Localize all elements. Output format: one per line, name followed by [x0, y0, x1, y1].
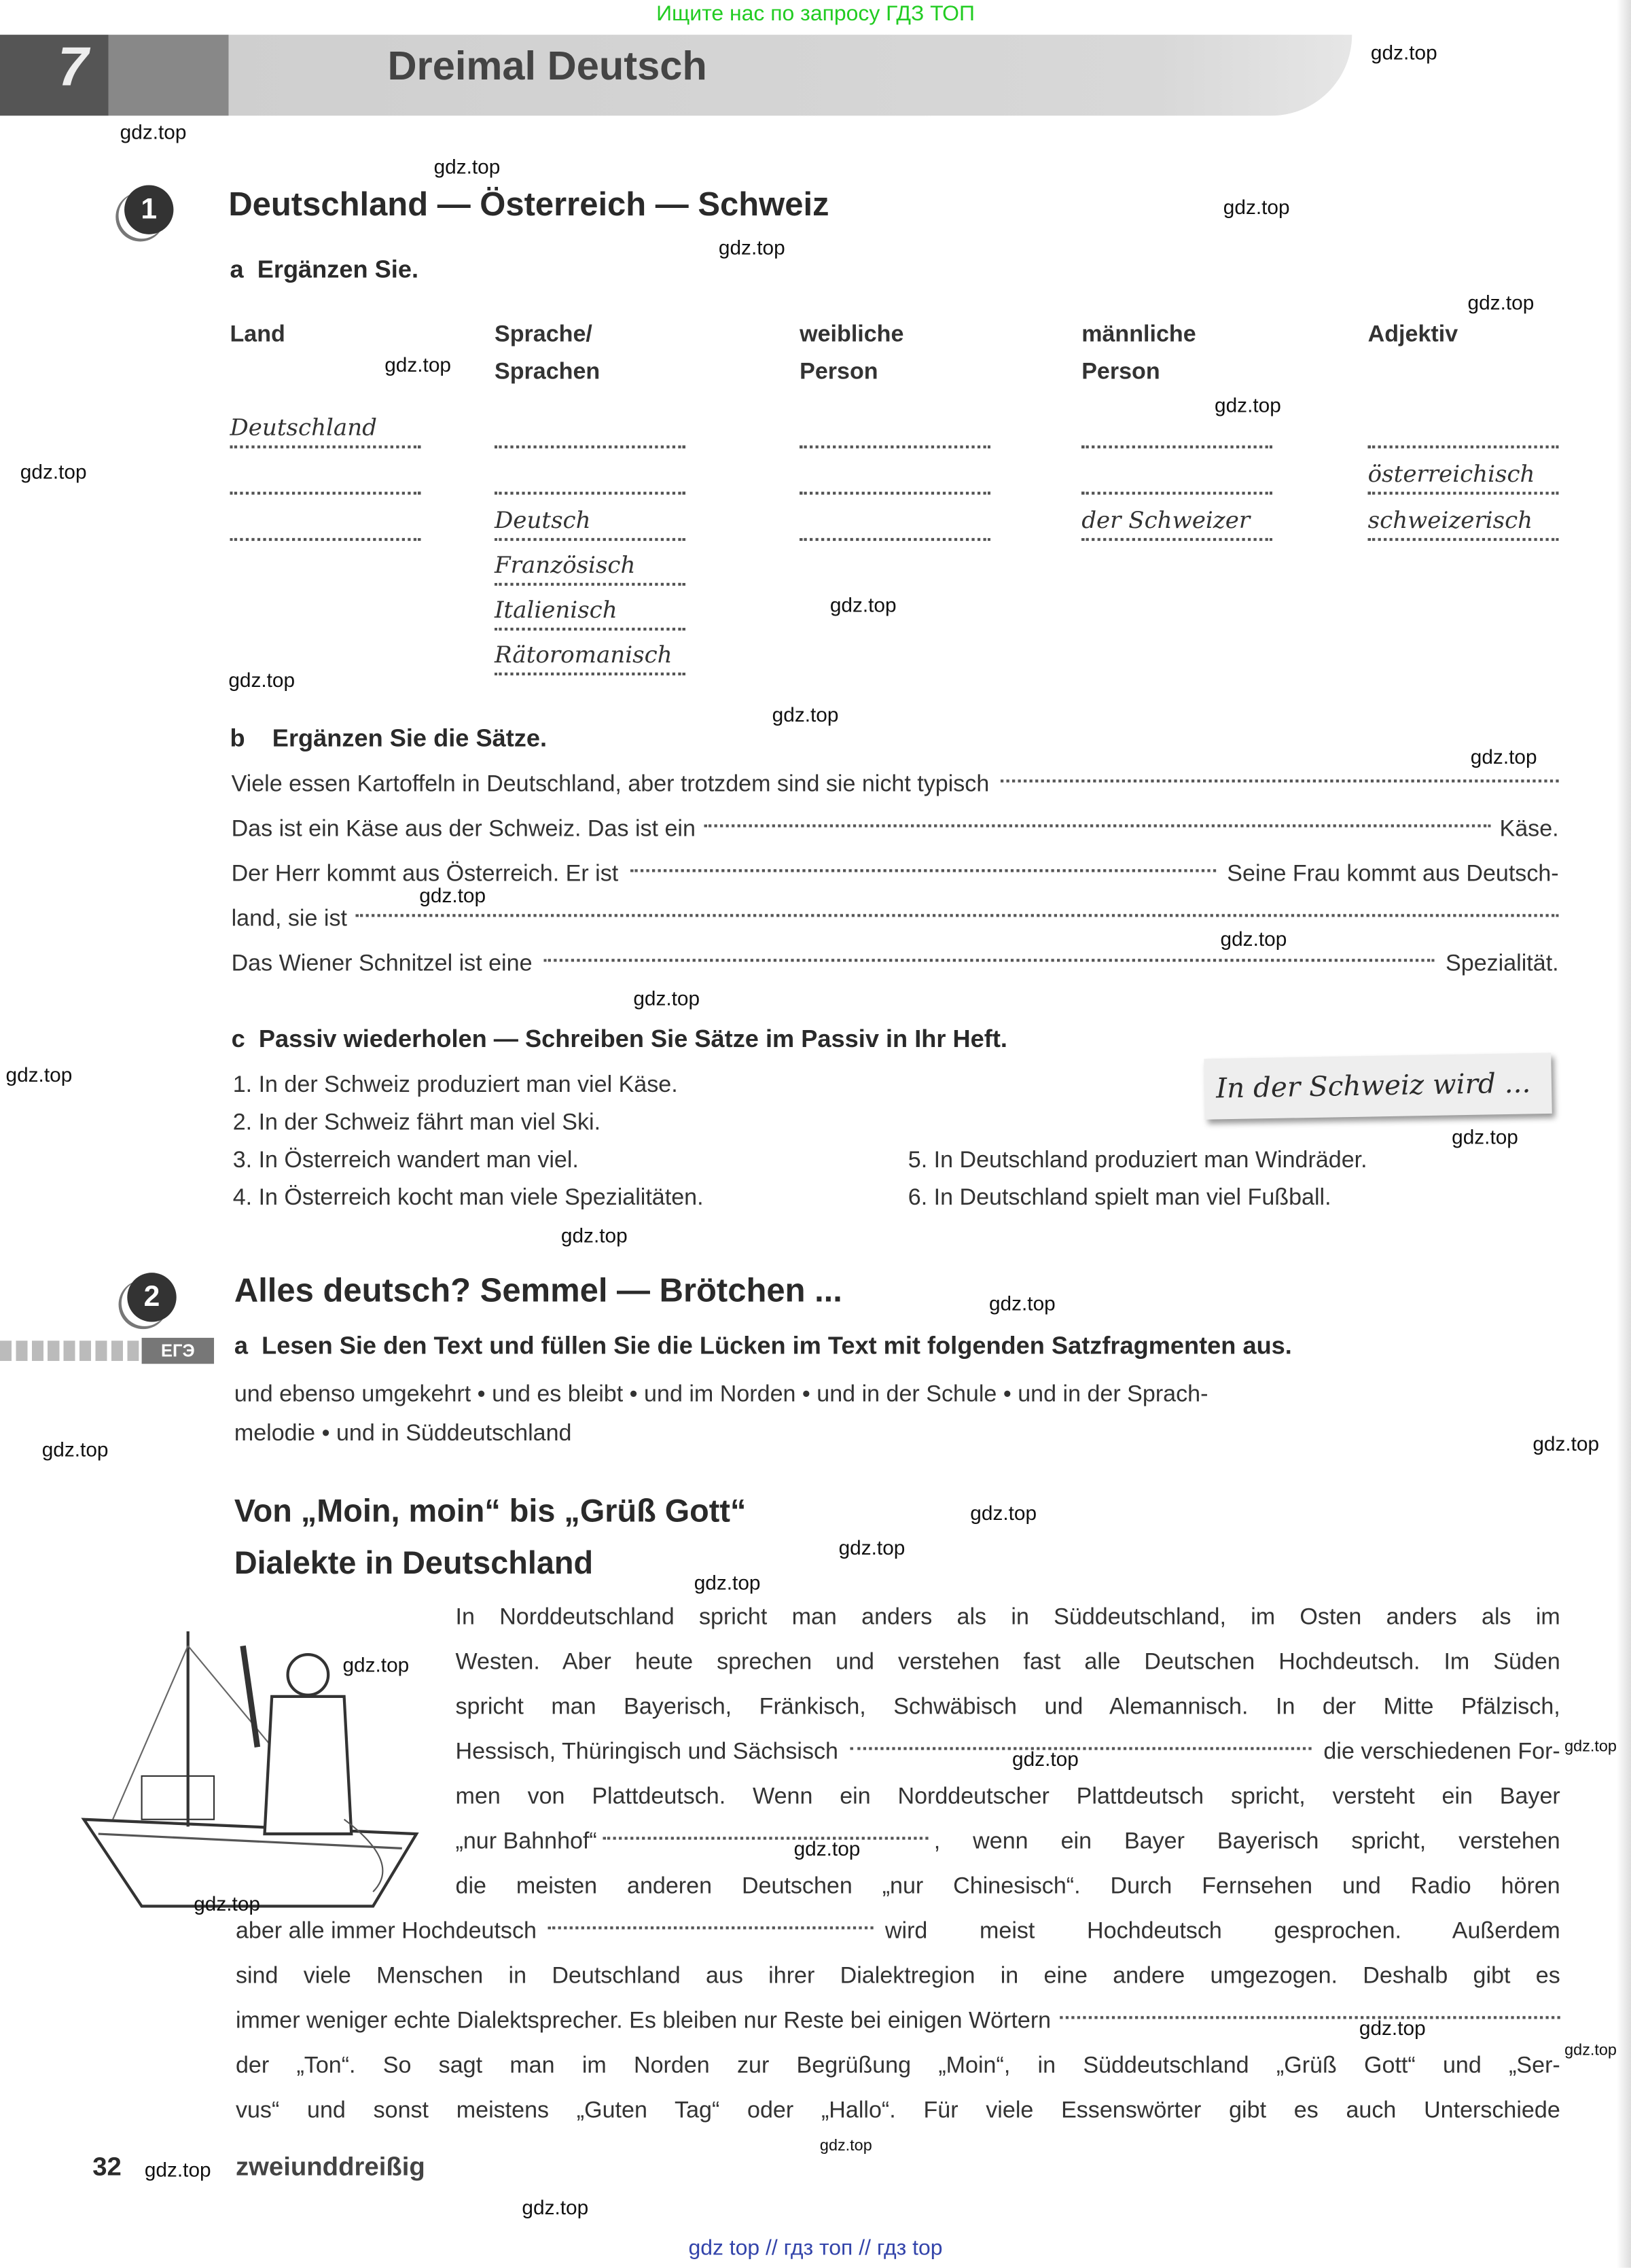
- list-item: 3. In Österreich wandert man viel.: [232, 1148, 579, 1173]
- text-line: vus“ und sonst meistens „Guten Tag“ oder „Hallo“. Für viele Essenswörter gibt es auch Unterschiede: [235, 2098, 1560, 2123]
- watermark: gdz.top: [1470, 745, 1537, 768]
- cell-adjektiv-3[interactable]: schweizerisch: [1368, 506, 1559, 541]
- cell-adjektiv-1[interactable]: [1368, 414, 1559, 448]
- col-header-land: Land: [230, 322, 285, 347]
- cell-maennlich-3[interactable]: der Schweizer: [1081, 506, 1272, 541]
- exercise-number-badge: 2: [127, 1273, 176, 1322]
- watermark: gdz.top: [1012, 1747, 1079, 1771]
- watermark: gdz.top: [120, 120, 187, 143]
- watermark: gdz.top: [1564, 1738, 1617, 1756]
- gap[interactable]: [1060, 1999, 1560, 2019]
- gap[interactable]: [850, 1730, 1312, 1750]
- passive-list-left: [233, 1067, 704, 1218]
- ege-badge: [0, 1338, 217, 1364]
- watermark: gdz.top: [20, 459, 87, 483]
- list-item: 4. In Österreich kocht man viele Spezialitäten.: [232, 1186, 704, 1211]
- list-item: 5. In Deutschland produziert man Windräder.: [908, 1148, 1367, 1173]
- col-header-weibliche: weibliche Person: [800, 322, 904, 385]
- watermark: gdz.top: [1220, 927, 1287, 951]
- search-banner[interactable]: Ищите нас по запросу ГДЗ ТОП: [656, 1, 975, 26]
- text-line: sind viele Menschen in Deutschland aus ihrer Dialektregion in eine andere umgezogen. Deshalb gibt es: [235, 1964, 1560, 1989]
- watermark: gdz.top: [718, 235, 785, 260]
- cell-land-2[interactable]: [230, 460, 420, 495]
- passive-list-right: [908, 1143, 1367, 1218]
- task-instruction: Ergänzen Sie.: [257, 255, 419, 284]
- cell-sprache-6[interactable]: Rätoromanisch: [495, 641, 685, 675]
- watermark: gdz.top: [560, 1223, 628, 1247]
- watermark: gdz.top: [1359, 2016, 1426, 2040]
- gap[interactable]: [548, 1909, 874, 1930]
- fragments-line: und ebenso umgekehrt • und es bleibt • und im Norden • und in der Schule • und in der Sprach-: [234, 1382, 1208, 1408]
- sentence-3: Der Herr kommt aus Österreich. Er ist Seine Frau kommt aus Deutsch-: [232, 852, 1559, 897]
- page-edge-shadow: [1617, 0, 1631, 2268]
- list-item: 6. In Deutschland spielt man viel Fußball.: [908, 1186, 1331, 1211]
- watermark: gdz.top: [522, 2195, 589, 2219]
- exercise-number-badge: 1: [124, 185, 173, 234]
- cell-weiblich-1[interactable]: [800, 414, 990, 448]
- text-line: „nur Bahnhof“ , wenn ein Bayer Bayerisch spricht, verstehen: [236, 1820, 1560, 1864]
- chapter-title: Dreimal Deutsch: [387, 43, 707, 88]
- watermark: gdz.top: [970, 1501, 1037, 1525]
- cell-sprache-5[interactable]: Italienisch: [495, 596, 685, 631]
- task-b: b Ergänzen Sie die Sätze.: [230, 724, 548, 752]
- text-line: der „Ton“. So sagt man im Norden zur Begrüßung „Moin“, in Süddeutschland „Grüß Gott“ und „Ser-: [235, 2053, 1560, 2078]
- col-header-sprache: Sprache/ Sprachen: [494, 322, 601, 385]
- watermark: gdz.top: [5, 1063, 73, 1086]
- gap[interactable]: [603, 1820, 928, 1840]
- text-line: die meisten anderen Deutschen „nur Chinesisch“. Durch Fernsehen und Radio hören: [455, 1874, 1560, 1899]
- ege-label: ЕГЭ: [142, 1338, 214, 1364]
- gap[interactable]: [630, 852, 1215, 872]
- watermark: gdz.top: [1533, 1432, 1600, 1455]
- watermark: gdz.top: [433, 154, 501, 178]
- example-note-card: In der Schweiz wird ...: [1204, 1052, 1552, 1119]
- watermark: gdz.top: [633, 986, 700, 1010]
- decorative-bars: [0, 1341, 139, 1361]
- text-line: spricht man Bayerisch, Fränkisch, Schwäbisch und Alemannisch. In der Mitte Pfälzisch,: [455, 1695, 1560, 1720]
- watermark: gdz.top: [419, 883, 486, 907]
- fragments-line: melodie • und in Süddeutschland: [234, 1421, 572, 1447]
- watermark: gdz.top: [1215, 393, 1281, 417]
- cell-sprache-1[interactable]: [495, 414, 685, 448]
- watermark: gdz.top: [829, 592, 897, 616]
- chapter-number: 7: [58, 37, 89, 99]
- text-line: men von Plattdeutsch. Wenn ein Norddeutscher Plattdeutsch spricht, versteht ein Bayer: [455, 1784, 1560, 1809]
- watermark: gdz.top: [194, 1892, 261, 1915]
- task-c: c Passiv wiederholen — Schreiben Sie Sätze im Passiv in Ihr Heft.: [231, 1025, 1007, 1053]
- bottom-links[interactable]: gdz top // гдз топ // гдз top: [688, 2235, 943, 2261]
- cell-adjektiv-2[interactable]: österreichisch: [1368, 460, 1559, 495]
- watermark: gdz.top: [838, 1536, 906, 1559]
- watermark: gdz.top: [41, 1437, 109, 1461]
- cell-land-1[interactable]: Deutschland: [230, 414, 420, 448]
- cell-sprache-2[interactable]: [495, 460, 685, 495]
- watermark: gdz.top: [772, 703, 839, 726]
- cell-maennlich-2[interactable]: [1081, 460, 1272, 495]
- cell-land-3[interactable]: [230, 506, 420, 541]
- sentence-3-cont: land, sie ist: [232, 897, 1559, 942]
- sentence-2: Das ist ein Käse aus der Schweiz. Das ist ein Käse.: [232, 807, 1559, 852]
- col-header-adjektiv: Adjektiv: [1367, 322, 1458, 347]
- cell-maennlich-1[interactable]: [1081, 414, 1272, 448]
- gap[interactable]: [544, 942, 1434, 962]
- watermark: gdz.top: [694, 1570, 761, 1594]
- cell-weiblich-2[interactable]: [800, 460, 990, 495]
- sentence-1: Viele essen Kartoffeln in Deutschland, aber trotzdem sind sie nicht typisch: [232, 762, 1559, 807]
- exercise-title: Deutschland — Österreich — Schweiz: [228, 185, 829, 223]
- watermark: gdz.top: [1452, 1125, 1518, 1149]
- text-line: Hessisch, Thüringisch und Sächsisch die verschiedenen For-: [236, 1730, 1560, 1775]
- col-header-maennliche: männliche Person: [1081, 322, 1196, 385]
- watermark: gdz.top: [819, 2138, 872, 2155]
- list-item: 2. In der Schweiz fährt man viel Ski.: [232, 1110, 601, 1135]
- list-item: 1. In der Schweiz produziert man viel Käse.: [232, 1073, 678, 1098]
- text-line: immer weniger echte Dialektsprecher. Es bleiben nur Reste bei einigen Wörtern: [236, 1999, 1560, 2044]
- cell-weiblich-3[interactable]: [800, 506, 990, 541]
- watermark: gdz.top: [228, 668, 295, 692]
- watermark: gdz.top: [793, 1837, 861, 1860]
- gap[interactable]: [356, 897, 1559, 917]
- gap[interactable]: [704, 807, 1491, 828]
- cell-sprache-3[interactable]: Deutsch: [495, 506, 685, 541]
- fragments: [234, 1375, 1208, 1453]
- watermark: gdz.top: [1467, 290, 1535, 314]
- watermark: gdz.top: [1223, 195, 1290, 219]
- watermark: gdz.top: [988, 1291, 1056, 1315]
- watermark: gdz.top: [1370, 40, 1437, 64]
- sentence-4: Das Wiener Schnitzel ist eine Spezialität.: [232, 942, 1559, 987]
- task-a: [230, 256, 418, 285]
- text-line: Westen. Aber heute sprechen und verstehen fast alle Deutschen Hochdeutsch. Im Süden: [455, 1650, 1560, 1675]
- dialect-text: [236, 1595, 1560, 2133]
- exercise-title: Alles deutsch? Semmel — Brötchen ...: [234, 1271, 842, 1309]
- text-line: aber alle immer Hochdeutsch wird meist Hochdeutsch gesprochen. Außerdem: [236, 1909, 1560, 1954]
- sentences-b: [232, 762, 1559, 987]
- task-label: a: [230, 255, 244, 284]
- watermark: gdz.top: [342, 1652, 410, 1677]
- page-number: 32: [92, 2152, 122, 2181]
- watermark: gdz.top: [144, 2157, 211, 2181]
- page-number-word: zweiunddreißig: [235, 2152, 425, 2181]
- task-a: a Lesen Sie den Text und füllen Sie die Lücken im Text mit folgenden Satzfragmenten aus.: [234, 1332, 1292, 1360]
- text-line: In Norddeutschland spricht man anders als in Süddeutschland, im Osten anders als im: [455, 1605, 1560, 1630]
- text-title: Von „Moin, moin“ bis „Grüß Gott“ Dialekte in Deutschland: [234, 1492, 747, 1581]
- watermark: gdz.top: [1564, 2042, 1617, 2060]
- cell-sprache-4[interactable]: Französisch: [495, 551, 685, 586]
- watermark: gdz.top: [384, 353, 451, 376]
